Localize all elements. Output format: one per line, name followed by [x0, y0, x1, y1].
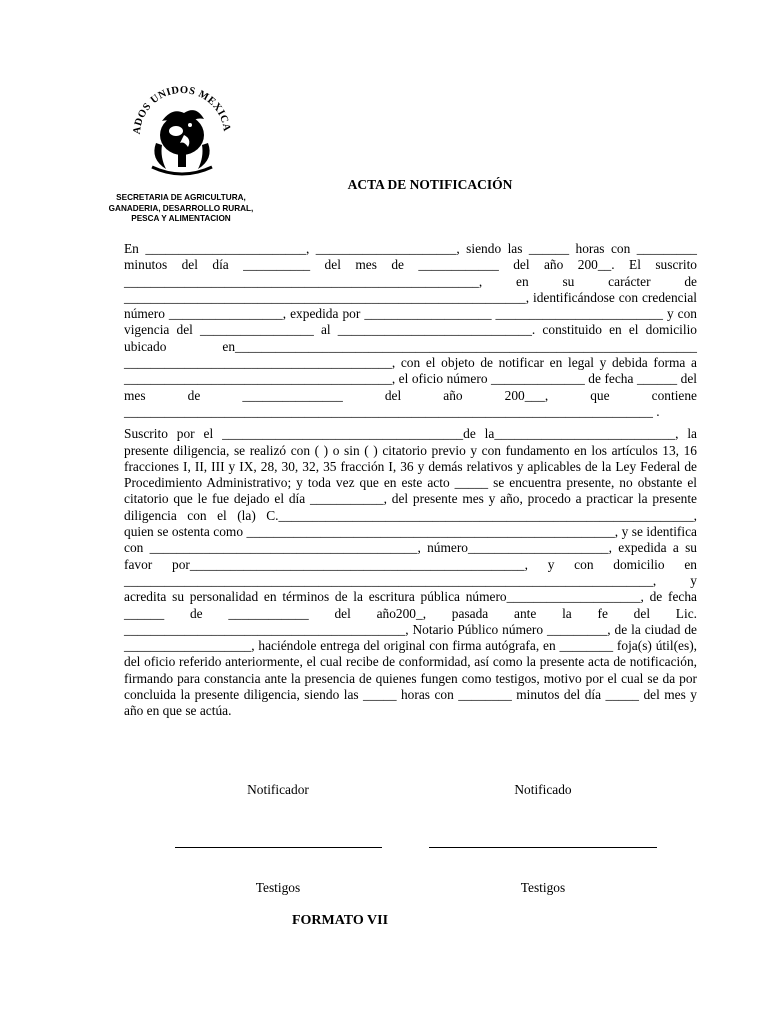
- agency-line-2: GANADERIA, DESARROLLO RURAL,: [108, 203, 254, 213]
- svg-text:ESTADOS UNIDOS MEXICANOS: ADOS UNIDOS MEXICA: [131, 84, 232, 135]
- agency-line-1: SECRETARIA DE AGRICULTURA,: [116, 193, 246, 202]
- body-paragraph-1: En ________________________, _____________________, siendo las ______ horas con _________ minutos del día __________ del mes de ____________ del año 200__. El suscrito _____________________________________________________, en su carácter de ____________________________________________________________, identificándose con credencial número _________________, expedida por ___________________ _________________________ y con vigencia del _________________ al _____________________________. constituido en el domicilio ubicado en_____________________________________________________________________ ________________________________________, con el objeto de notificar en legal y debida forma a ________________________________________, el oficio número ______________ de fecha ______ del mes de _______________ del año 200___, que contiene _______________________________________________________________________________ .: [124, 241, 697, 419]
- notifier-label: Notificador: [247, 782, 309, 797]
- mexico-coat-of-arms-seal: [126, 73, 238, 185]
- document-body: [124, 241, 697, 720]
- agency-name: [100, 193, 262, 225]
- document-title: ACTA DE NOTIFICACIÓN: [347, 177, 513, 192]
- witness-left-label: Testigos: [255, 880, 301, 895]
- notifier-signature-line: [175, 847, 382, 848]
- agency-line-3: PESCA Y ALIMENTACION: [131, 214, 231, 223]
- witness-right-label: Testigos: [520, 880, 566, 895]
- format-label: FORMATO VII: [291, 913, 389, 928]
- notified-signature-line: [429, 847, 657, 848]
- notified-label: Notificado: [514, 782, 572, 797]
- body-paragraph-2: Suscrito por el ____________________________________de la___________________________, la presente diligencia, se realizó con ( ) o sin ( ) citatorio previo y con fundamento en los artículos 13, 16 fracciones I, II, III y IX, 28, 30, 32, 35 fracción I, 36 y demás relativos y aplicables de la Ley Federal de Procedimiento Administrativo; y toda vez que en este acto _____ se encuentra presente, no obstante el citatorio que le fue dejado el día ___________, del presente mes y año, procedo a practicar la presente diligencia con el (la) C.______________________________________________________________, quien se ostenta como _______________________________________________________, y se identifica con ________________________________________, número_____________________, expedida a su favor por__________________________________________________, y con domicilio en _______________________________________________________________________________, y acredita su personalidad en términos de la escritura pública número____________________, de fecha ______ de ____________ del año200_, pasada ante la fe del Lic. __________________________________________, Notario Público número _________, de la ciudad de ___________________, haciéndole entrega del original con firma autógrafa, en ________ foja(s) útil(es), del oficio referido anteriormente, el cual recibe de conformidad, así como la presente acta de notificación, firmando para constancia ante la presencia de quienes fungen como testigos, motivo por el cual se da por concluida la presente diligencia, siendo las _____ horas con ________ minutos del día _____ del mes y año en que se actúa.: [124, 426, 697, 719]
